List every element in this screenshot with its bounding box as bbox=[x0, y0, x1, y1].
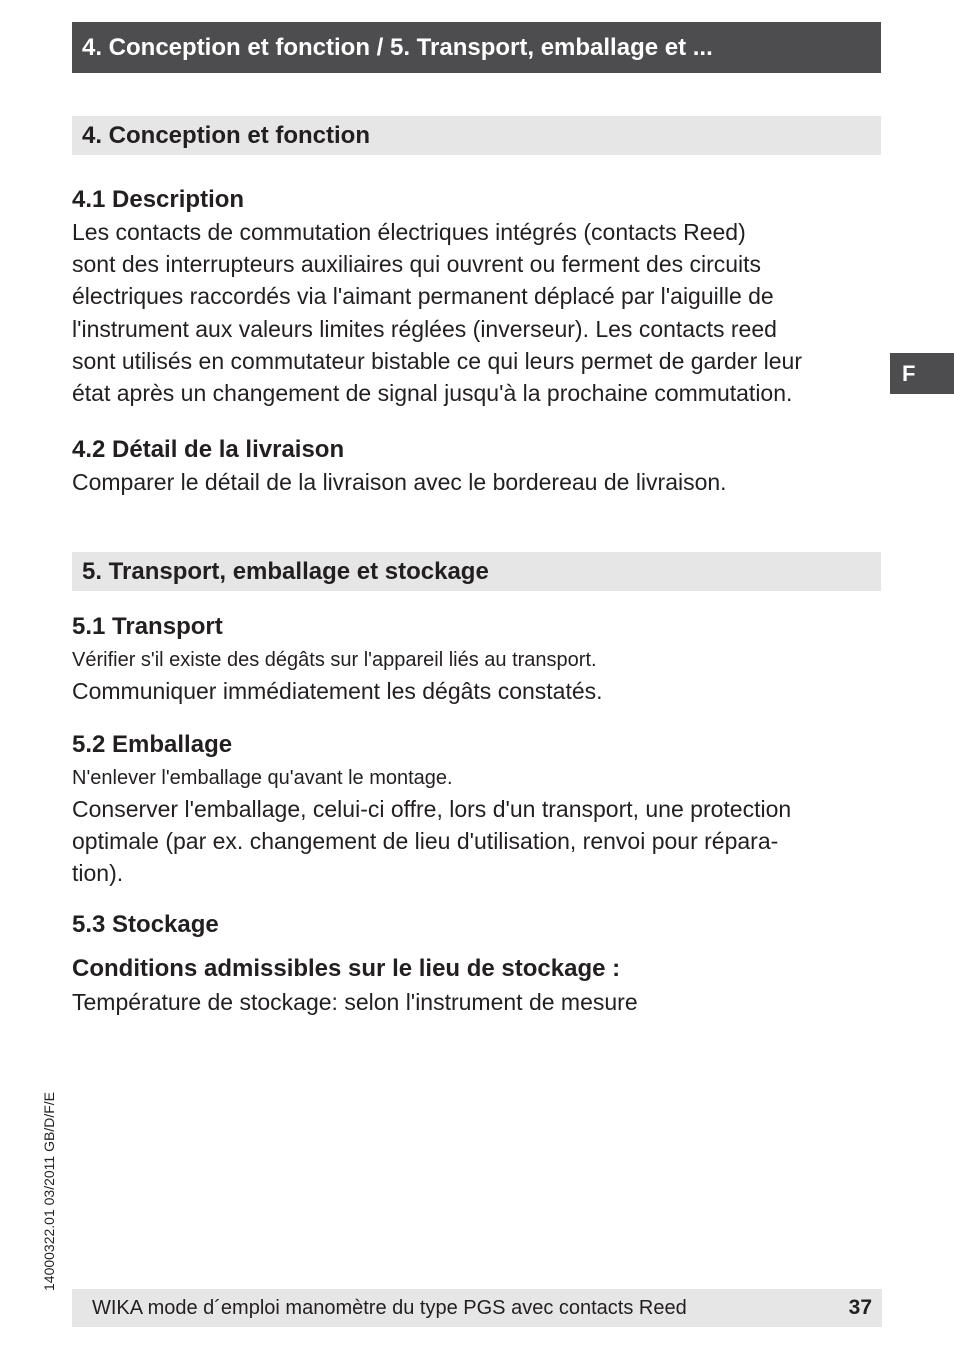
paragraph-5-2-line: Conserver l'emballage, celui-ci offre, lors d'un transport, une protection bbox=[72, 796, 792, 822]
paragraph-4-1-line: sont des interrupteurs auxiliaires qui ouvrent ou ferment des circuits bbox=[72, 251, 762, 278]
section-4-title: 4. Conception et fonction bbox=[82, 121, 370, 149]
page-footer bbox=[72, 1289, 882, 1327]
section-4-title-bar bbox=[72, 116, 881, 155]
paragraph-4-1-line: Les contacts de commutation électriques intégrés (contacts Reed) bbox=[72, 219, 746, 245]
paragraph-4-2 bbox=[72, 466, 884, 498]
paragraph-4-1-line: électriques raccordés via l'aimant permanent déplacé par l'aiguille de bbox=[72, 283, 774, 310]
paragraph-5-2-line: tion). bbox=[72, 860, 124, 887]
heading-5-1: 5.1 Transport bbox=[72, 613, 223, 640]
footer-text: WIKA mode d´emploi manomètre du type PGS avec contacts Reed bbox=[92, 1297, 687, 1319]
paragraph-5-2-line: optimale (par ex. changement de lieu d'utilisation, renvoi pour répara- bbox=[72, 828, 779, 855]
section-5-title: 5. Transport, emballage et stockage bbox=[82, 557, 489, 585]
paragraph-5-2 bbox=[72, 793, 884, 890]
paragraph-4-1-line: sont utilisés en commutateur bistable ce qui leurs permet de garder leur bbox=[72, 347, 802, 374]
language-tab-label: F bbox=[902, 360, 916, 386]
note-5-1: Vérifier s'il existe des dégâts sur l'appareil liés au transport. bbox=[72, 649, 597, 671]
paragraph-4-1-line: l'instrument aux valeurs limites réglées (inverseur). Les contacts reed bbox=[72, 315, 777, 342]
paragraph-4-1-line: état après un changement de signal jusqu'à la prochaine commutation. bbox=[72, 380, 793, 407]
paragraph-5-3 bbox=[72, 986, 884, 1018]
heading-5-3: 5.3 Stockage bbox=[72, 911, 219, 938]
note-5-2: N'enlever l'emballage qu'avant le montage. bbox=[72, 767, 453, 789]
paragraph-5-1 bbox=[72, 675, 884, 707]
heading-4-2: 4.2 Détail de la livraison bbox=[72, 436, 345, 463]
paragraph-4-2-line: Comparer le détail de la livraison avec le bordereau de livraison. bbox=[72, 469, 727, 495]
page-number: 37 bbox=[848, 1296, 872, 1319]
section-5-title-bar bbox=[72, 552, 881, 591]
page-header-title: 4. Conception et fonction / 5. Transport, emballage et ... bbox=[82, 33, 713, 61]
document-number: 14000322.01 03/2011 GB/D/F/E bbox=[41, 1092, 57, 1291]
heading-5-2: 5.2 Emballage bbox=[72, 731, 233, 758]
heading-4-1: 4.1 Description bbox=[72, 186, 245, 213]
paragraph-5-3-line: Température de stockage: selon l'instrument de mesure bbox=[72, 989, 638, 1015]
paragraph-5-1-line: Communiquer immédiatement les dégâts constatés. bbox=[72, 678, 603, 704]
paragraph-4-1 bbox=[72, 216, 884, 409]
storage-conditions-heading: Conditions admissibles sur le lieu de stockage : bbox=[72, 955, 621, 982]
page-header-bar bbox=[72, 22, 881, 73]
language-tab bbox=[890, 353, 954, 394]
